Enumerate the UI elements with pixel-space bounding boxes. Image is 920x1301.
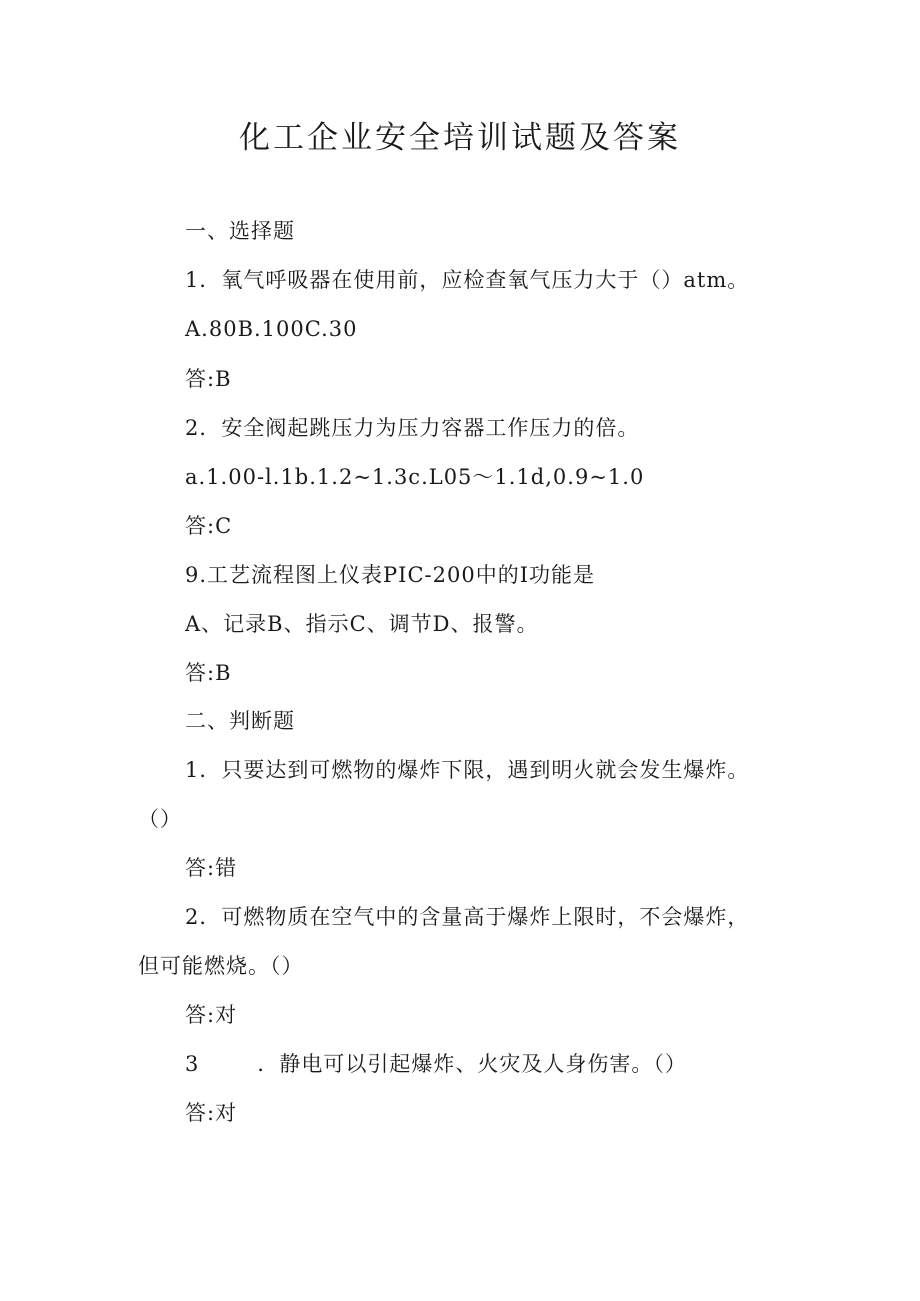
judge-2-text-continued: 但可能燃烧。（） — [138, 954, 304, 978]
judge-3-body: ．静电可以引起爆炸、火灾及人身伤害。（） — [257, 1052, 687, 1076]
question-1-answer: 答:B — [185, 367, 232, 391]
question-1-text: 1．氧气呼吸器在使用前，应检查氧气压力大于（）atm。 — [185, 268, 750, 292]
question-2-answer: 答:C — [185, 514, 233, 538]
section-heading-judge: 二、判断题 — [185, 709, 295, 733]
question-9-answer: 答:B — [185, 661, 232, 685]
question-2-options: a.1.00-l.1b.1.2~1.3c.L05～1.1d,0.9~1.0 — [185, 465, 645, 489]
judge-2-text: 2．可燃物质在空气中的含量高于爆炸上限时，不会爆炸， — [185, 905, 750, 929]
judge-3-answer: 答:对 — [185, 1101, 238, 1125]
section-heading-choice: 一、选择题 — [185, 219, 295, 243]
judge-1-answer: 答:错 — [185, 856, 238, 880]
question-9-text: 9.工艺流程图上仪表PIC-200中的I功能是 — [185, 563, 596, 587]
judge-3-number: 3 — [185, 1052, 200, 1076]
question-9-options: A、记录B、指示C、调节D、报警。 — [185, 612, 539, 636]
judge-3-text — [185, 1049, 687, 1079]
question-2-text: 2．安全阀起跳压力为压力容器工作压力的倍。 — [185, 416, 640, 440]
judge-1-text: 1．只要达到可燃物的爆炸下限，遇到明火就会发生爆炸。 — [185, 758, 750, 782]
document-title: 化工企业安全培训试题及答案 — [239, 120, 681, 156]
judge-2-answer: 答:对 — [185, 1003, 238, 1027]
question-1-options: A.80B.100C.30 — [185, 317, 358, 341]
judge-1-text-continued: （） — [138, 807, 182, 831]
